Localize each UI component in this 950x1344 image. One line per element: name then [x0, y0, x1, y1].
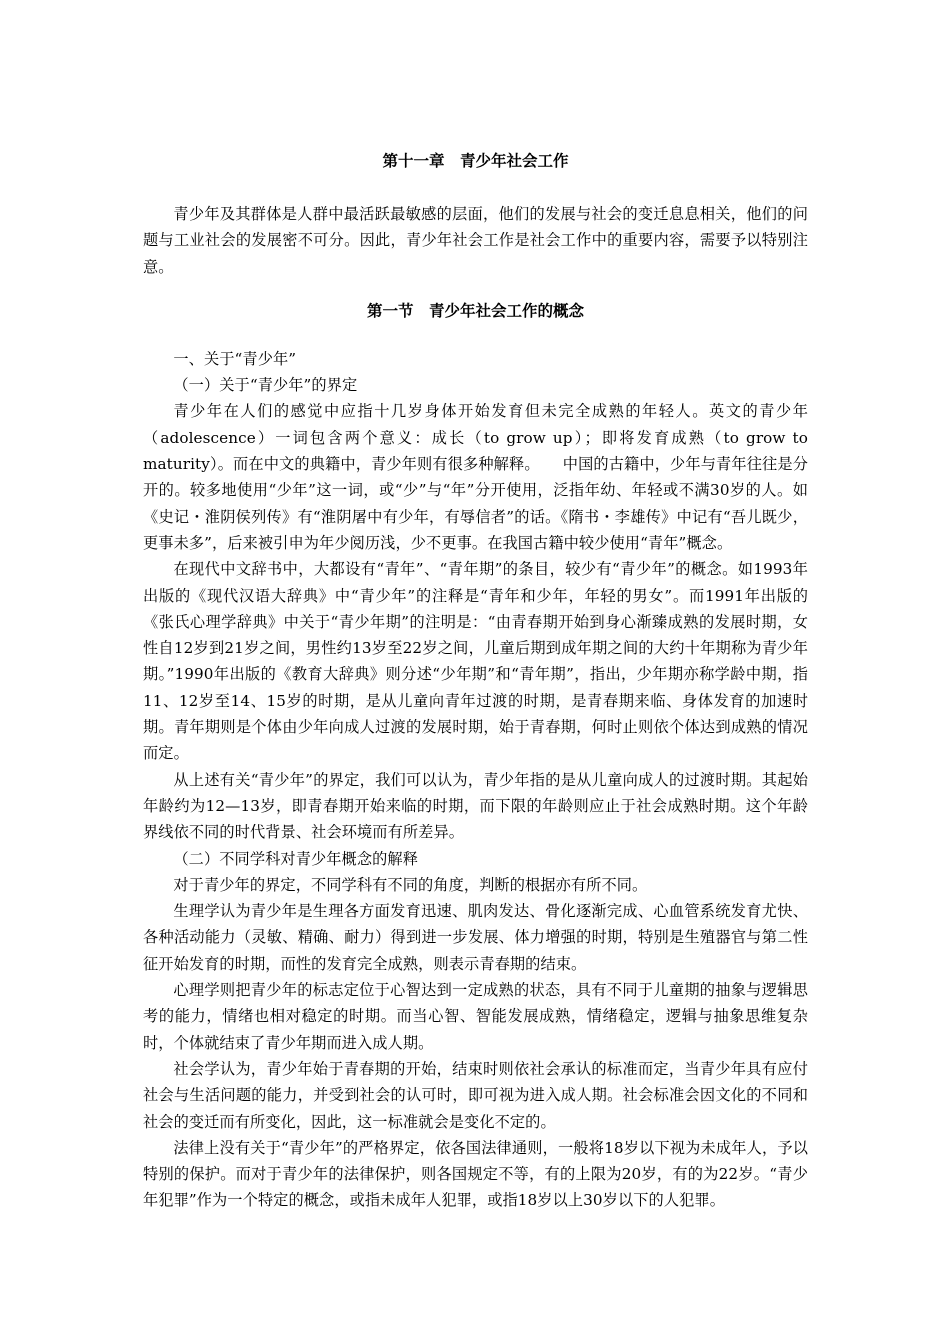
chapter-title: 第十一章 青少年社会工作 — [382, 151, 569, 170]
body-paragraph: 心理学则把青少年的标志定位于心智达到一定成熟的状态，具有不同于儿童期的抽象与逻辑思考的能力，情绪也相对稳定的时期。而当心智、智能发展成熟，情绪稳定，逻辑与抽象思维复杂时，个体就结束了青少年期而进入成人期。 — [143, 981, 808, 1052]
subheading-definition: （一）关于“青少年”的界定 — [173, 376, 358, 395]
body-paragraph: 青少年在人们的感觉中应指十几岁身体开始发育但未完全成熟的年轻人。英文的青少年（adolescence）一词包含两个意义：成长（to grow up）；即将发育成熟（to grow to maturity）。而在中文的典籍中，青少年则有很多种解释。 中国的古籍中，少年与青年往往是分开的。较多地使用“少年”这一词，或“少”与“年”分开使用，泛指年幼、年轻或不满30岁的人。如《史记・淮阴侯列传》有“淮阴屠中有少年，有辱信者”的话。《隋书・李雄传》中记有“吾儿既少，更事未多”，后来被引申为年少阅历浅，少不更事。在我国古籍中较少使用“青年”概念。 — [143, 402, 808, 552]
heading-about-youth: 一、关于“青少年” — [173, 349, 297, 368]
body-paragraph: 社会学认为，青少年始于青春期的开始，结束时则依社会承认的标准而定，当青少年具有应付社会与生活问题的能力，并受到社会的认可时，即可视为进入成人期。社会标准会因文化的不同和社会的变迁而有所变化，因此，这一标准就会是变化不定的。 — [143, 1059, 808, 1131]
subheading-disciplines: （二）不同学科对青少年概念的解释 — [173, 849, 418, 868]
body-paragraph: 法律上没有关于“青少年”的严格界定，依各国法律通则，一般将18岁以下视为未成年人，予以特别的保护。而对于青少年的法律保护，则各国规定不等，有的上限为20岁，有的为22岁。“青少年犯罪”作为一个特定的概念，或指未成年人犯罪，或指18岁以上30岁以下的人犯罪。 — [143, 1138, 808, 1210]
intro-paragraph: 青少年及其群体是人群中最活跃最敏感的层面，他们的发展与社会的变迁息息相关，他们的问题与工业社会的发展密不可分。因此，青少年社会工作是社会工作中的重要内容，需要予以特别注意。 — [143, 205, 808, 276]
body-paragraph: 在现代中文辞书中，大都设有“青年”、“青年期”的条目，较少有“青少年”的概念。如1993年出版的《现代汉语大辞典》中“青少年”的注释是“青年和少年，年轻的男女”。而1991年出版的《张氏心理学辞典》中关于“青少年期”的注明是：“由青春期开始到身心渐臻成熟的发展时期，女性自12岁到21岁之间，男性约13岁至22岁之间，儿童后期到成年期之间的大约十年期称为青少年期。”1990年出版的《教育大辞典》则分述“少年期”和“青年期”，指出，少年期亦称学龄中期，指11、12岁至14、15岁的时期，是从儿童向青年过渡的时期，是青春期来临、身体发育的加速时期。青年期则是个体由少年向成人过渡的发展时期，始于青春期，何时止则依个体达到成熟的情况而定。 — [143, 560, 808, 763]
document-page — [143, 148, 808, 1214]
body-paragraph: 生理学认为青少年是生理各方面发育迅速、肌肉发达、骨化逐渐完成、心血管系统发育尤快、各种活动能力（灵敏、精确、耐力）得到进一步发展、体力增强的时期，特别是生殖器官与第二性征开始发育的时期，而性的发育完全成熟，则表示青春期的结束。 — [143, 902, 808, 973]
body-paragraph: 从上述有关“青少年”的界定，我们可以认为，青少年指的是从儿童向成人的过渡时期。其起始年龄约为12—13岁，即青春期开始来临的时期，而下限的年龄则应止于社会成熟时期。这个年龄界线依不同的时代背景、社会环境而有所差异。 — [143, 770, 808, 842]
section-title: 第一节 青少年社会工作的概念 — [366, 300, 584, 320]
body-paragraph: 对于青少年的界定，不同学科有不同的角度，判断的根据亦有所不同。 — [173, 875, 648, 894]
